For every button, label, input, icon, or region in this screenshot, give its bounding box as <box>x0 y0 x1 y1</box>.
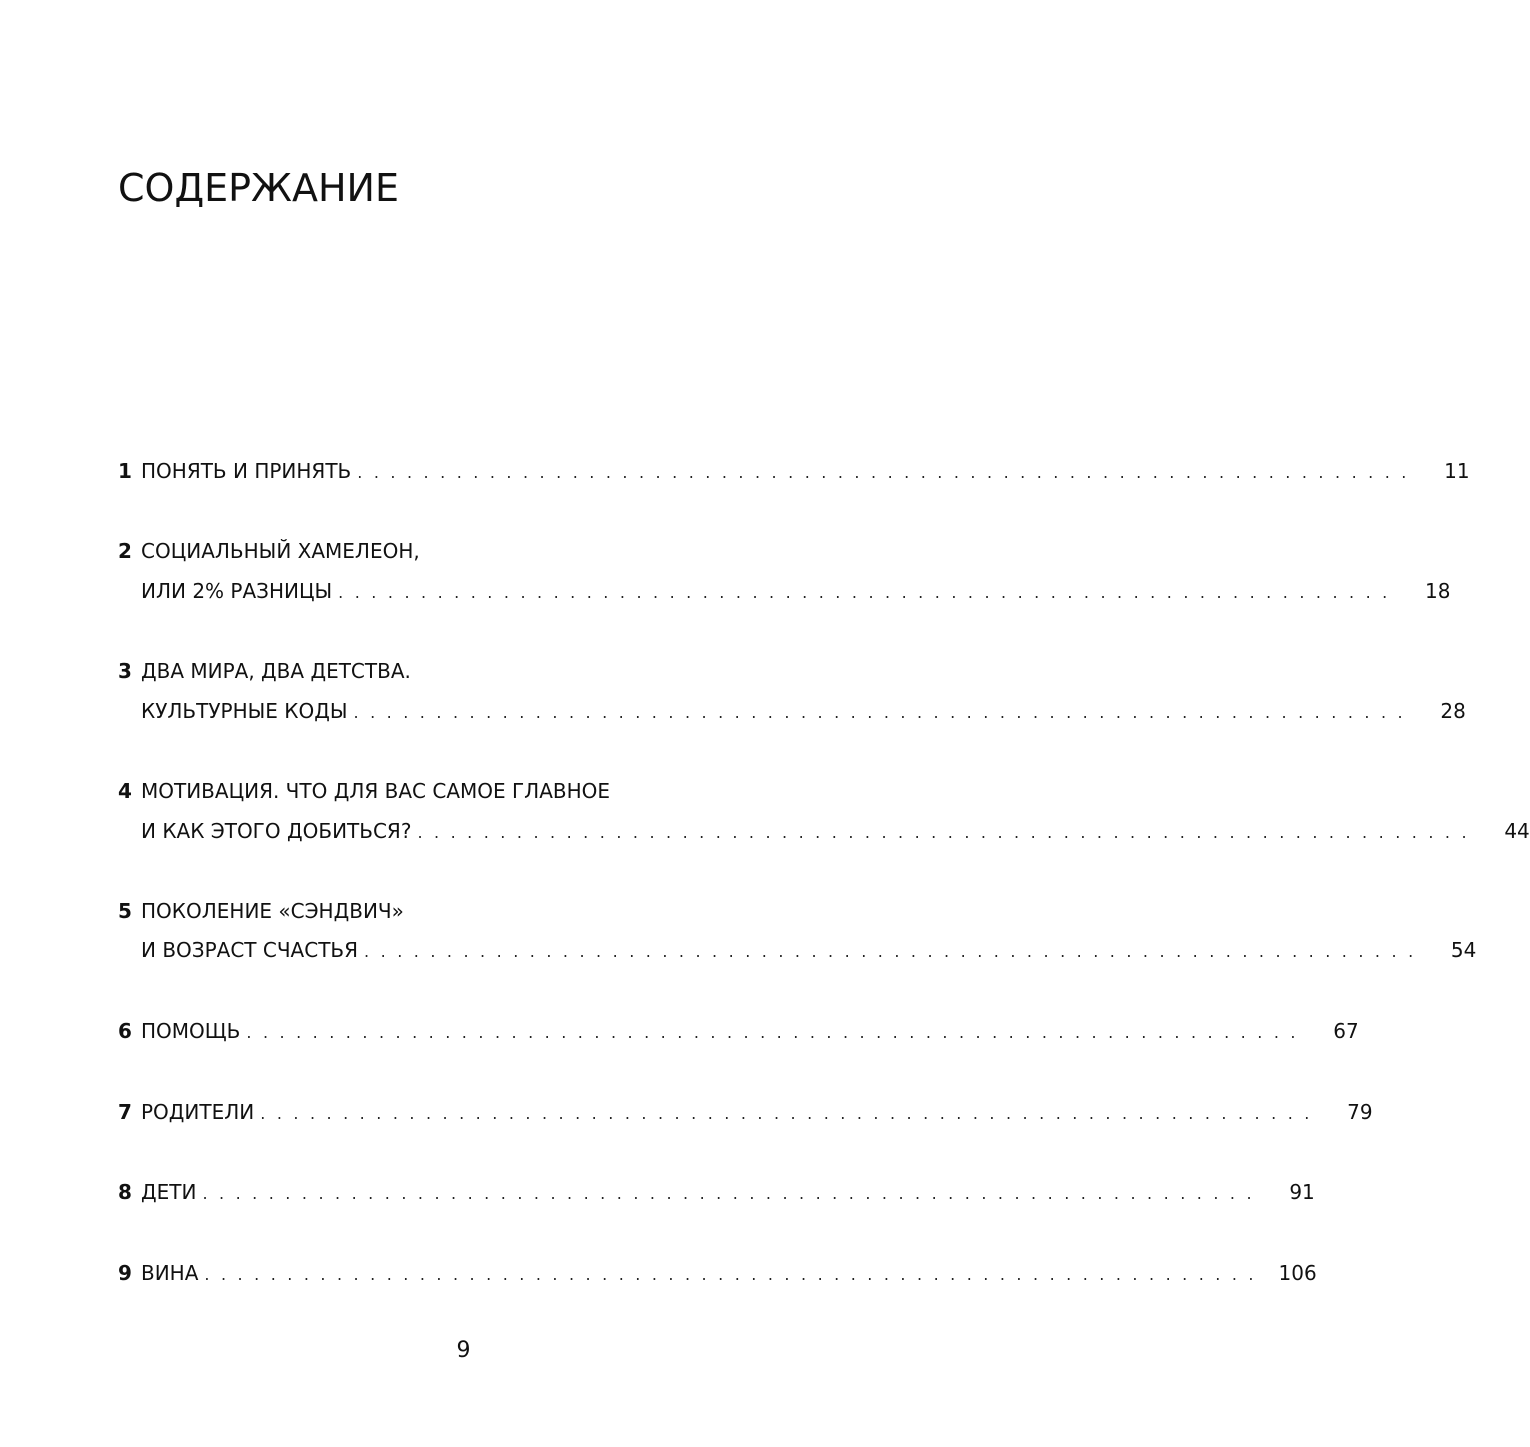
dot-leader: . . . . . . . . . . . . . . . . . . . . . . . . . . . . . . . . . . . . . . . . . . . . . . . . . . . . . . . . . . . . . . . . <box>353 703 1406 722</box>
chapter-number: 2 <box>118 539 132 563</box>
chapter-title: ПОКОЛЕНИЕ «СЭНДВИЧ» <box>141 899 410 923</box>
chapter-title: ВИНА <box>141 1261 204 1285</box>
dot-leader: . . . . . . . . . . . . . . . . . . . . . . . . . . . . . . . . . . . . . . . . . . . . . . . . . . . . . . . . . . . . . . . . <box>204 1265 1257 1284</box>
chapter-title-continued: ИЛИ 2% РАЗНИЦЫ <box>141 579 338 603</box>
page-title: СОДЕРЖАНИЕ <box>118 166 399 210</box>
dot-leader: . . . . . . . . . . . . . . . . . . . . . . . . . . . . . . . . . . . . . . . . . . . . . . . . . . . . . . . . . . . . . . . . <box>364 942 1417 961</box>
chapter-title-continued: КУЛЬТУРНЫЕ КОДЫ <box>141 699 354 723</box>
chapter-number: 8 <box>118 1180 132 1204</box>
dot-leader: . . . . . . . . . . . . . . . . . . . . . . . . . . . . . . . . . . . . . . . . . . . . . . . . . . . . . . . . . . . . . . . . <box>202 1184 1255 1203</box>
chapter-title-continued: И ВОЗРАСТ СЧАСТЬЯ <box>141 938 364 962</box>
dot-leader: . . . . . . . . . . . . . . . . . . . . . . . . . . . . . . . . . . . . . . . . . . . . . . . . . . . . . . . . . . . . . . . . <box>246 1023 1299 1042</box>
chapter-page: 54 <box>1450 938 1477 962</box>
chapter-page: 106 <box>1278 1261 1317 1285</box>
chapter-number: 6 <box>118 1019 132 1043</box>
chapter-page: 28 <box>1440 699 1466 723</box>
chapter-title: РОДИТЕЛИ <box>141 1100 260 1124</box>
chapter-page: 67 <box>1333 1019 1359 1043</box>
chapter-page: 18 <box>1425 579 1451 603</box>
chapter-number: 4 <box>118 779 132 803</box>
chapter-page: 44 <box>1504 819 1530 843</box>
chapter-number: 3 <box>118 659 132 683</box>
chapter-title-continued: И КАК ЭТОГО ДОБИТЬСЯ? <box>141 819 417 843</box>
dot-leader: . . . . . . . . . . . . . . . . . . . . . . . . . . . . . . . . . . . . . . . . . . . . . . . . . . . . . . . . . . . . . . . . <box>260 1104 1313 1123</box>
chapter-title: ПОМОЩЬ <box>141 1019 246 1043</box>
dot-leader: . . . . . . . . . . . . . . . . . . . . . . . . . . . . . . . . . . . . . . . . . . . . . . . . . . . . . . . . . . . . . . . . <box>417 823 1470 842</box>
chapter-number: 1 <box>118 459 132 483</box>
chapter-number: 5 <box>118 899 132 923</box>
dot-leader: . . . . . . . . . . . . . . . . . . . . . . . . . . . . . . . . . . . . . . . . . . . . . . . . . . . . . . . . . . . . . . . . <box>338 583 1391 602</box>
chapter-title: ПОНЯТЬ И ПРИНЯТЬ <box>141 459 357 483</box>
chapter-title: СОЦИАЛЬНЫЙ ХАМЕЛЕОН, <box>141 539 426 563</box>
chapter-number: 7 <box>118 1100 132 1124</box>
dot-leader: . . . . . . . . . . . . . . . . . . . . . . . . . . . . . . . . . . . . . . . . . . . . . . . . . . . . . . . . . . . . . . . . <box>357 463 1410 482</box>
chapter-page: 79 <box>1347 1100 1373 1124</box>
chapter-title: ДЕТИ <box>141 1180 202 1204</box>
chapter-page: 91 <box>1289 1180 1315 1204</box>
chapter-page: 11 <box>1444 459 1470 483</box>
chapter-number: 9 <box>118 1261 132 1285</box>
chapter-title: МОТИВАЦИЯ. ЧТО ДЛЯ ВАС САМОЕ ГЛАВНОЕ <box>141 779 616 803</box>
chapter-title: ДВА МИРА, ДВА ДЕТСТВА. <box>141 659 417 683</box>
page-number: 9 <box>456 1338 471 1363</box>
